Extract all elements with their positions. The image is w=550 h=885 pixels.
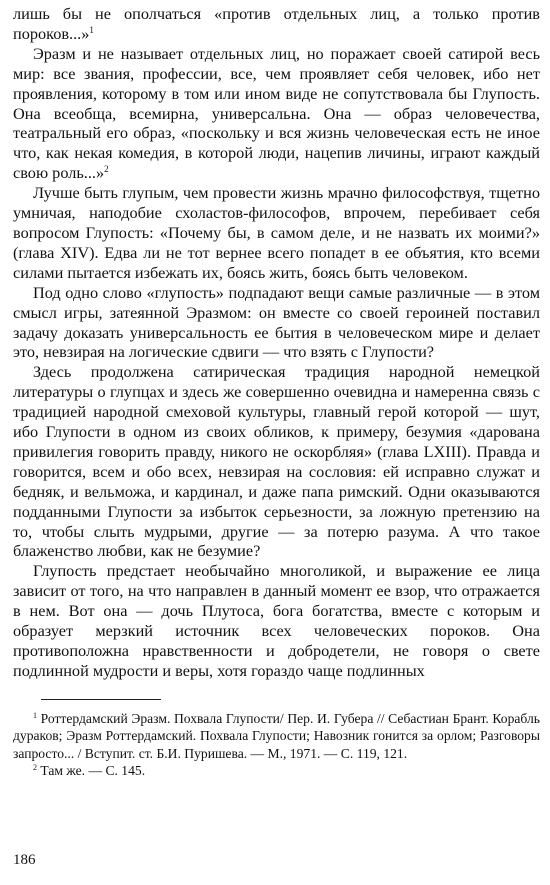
paragraph <box>13 44 540 183</box>
footnote-text: Роттердамский Эразм. Похвала Глупости/ Пер. И. Губера // Себастиан Брант. Корабль дураков; Эразм Роттердамский. Похвала Глупости; Навозник гонится за орлом; Разговоры запросто... / Вступит. ст. Б.И. Пуришева. — М., 1971. — С. 119, 121. <box>13 710 540 761</box>
footnote-mark: 1 <box>33 710 37 720</box>
footnotes <box>13 710 540 780</box>
footnote <box>13 710 540 763</box>
paragraph <box>13 283 540 363</box>
paragraph <box>13 183 540 283</box>
paragraph <box>13 4 540 44</box>
footnote-divider <box>41 699 161 700</box>
paragraph-text: Лучше быть глупым, чем провести жизнь мрачно философствуя, тщетно умничая, наподобие схоластов-философов, впрочем, перебивает себя вопросом Глупость: «Почему бы, в самом деле, и не назвать их моими?» (глава XIV). Едва ли не тот вернее всего попадет в ее объятия, кто всеми силами пытается избежать их, боясь жить, боясь быть человеком. <box>13 183 540 282</box>
paragraph <box>13 362 540 561</box>
footnote-ref: 2 <box>104 164 109 175</box>
footnote-text: Там же. — С. 145. <box>40 763 146 779</box>
paragraph-text: Здесь продолжена сатирическая традиция народной немецкой литературы о глупцах и здесь же совершенно очевидна и намеренна связь с традицией народной смеховой культуры, главный герой которой — шут, ибо Глупости в одном из своих обликов, к примеру, безумия «дарована привилегия говорить правду, никого не оскорбляя» (глава LXIII). Правда и говорится, всем и обо всех, невзирая на сословия: ей исправно служат и бедняк, и вельможа, и кардинал, и даже папа римский. Одни оказываются подданными Глупости за избыток серьезности, за ложную претензию на то, чтобы слыть мудрыми, другие — за потерю разума. А что такое блаженство любви, как не безумие? <box>13 362 540 561</box>
paragraph-text: лишь бы не ополчаться «против отдельных лиц, а только против пороков...» <box>13 4 540 43</box>
paragraph-text: Эразм и не называет отдельных лиц, но поражает своей сатирой весь мир: все звания, профессии, все, чем проявляет себя человек, ибо нет проявления, которому в том или ином виде не сопутствовала бы Глупость. Она всеобща, всемирна, универсальна. Она — образ человечества, театральный его образ, «поскольку и вся жизнь человеческая есть не иное что, как некая комедия, в которой люди, нацепив личины, играют каждый свою роль...» <box>13 43 540 183</box>
footnote <box>13 762 540 780</box>
page-number: 186 <box>13 852 36 868</box>
footnote-ref: 1 <box>89 24 94 35</box>
paragraph-text: Под одно слово «глупость» подпадают вещи самые различные — в этом смысл игры, затеянной Эразмом: он вместе со своей героиней поставил задачу доказать универсальность ее бытия в человеческом мире и делает это, невзирая на логические сдвиги — что взять с Глупости? <box>13 282 540 362</box>
paragraph <box>13 561 540 680</box>
body-text <box>13 4 540 681</box>
paragraph-text: Глупость предстает необычайно многоликой, и выражение ее лица зависит от того, на что направлен в данный момент ее взор, что отражается в нем. Вот она — дочь Плутоса, бога богатства, вместе с которым и образует мерзкий источник всех человеческих пороков. Она противоположна нравственности и добродетели, не говоря о свете подлинной мудрости и веры, хотя гораздо чаще подлинных <box>13 561 540 680</box>
footnote-mark: 2 <box>33 763 37 773</box>
